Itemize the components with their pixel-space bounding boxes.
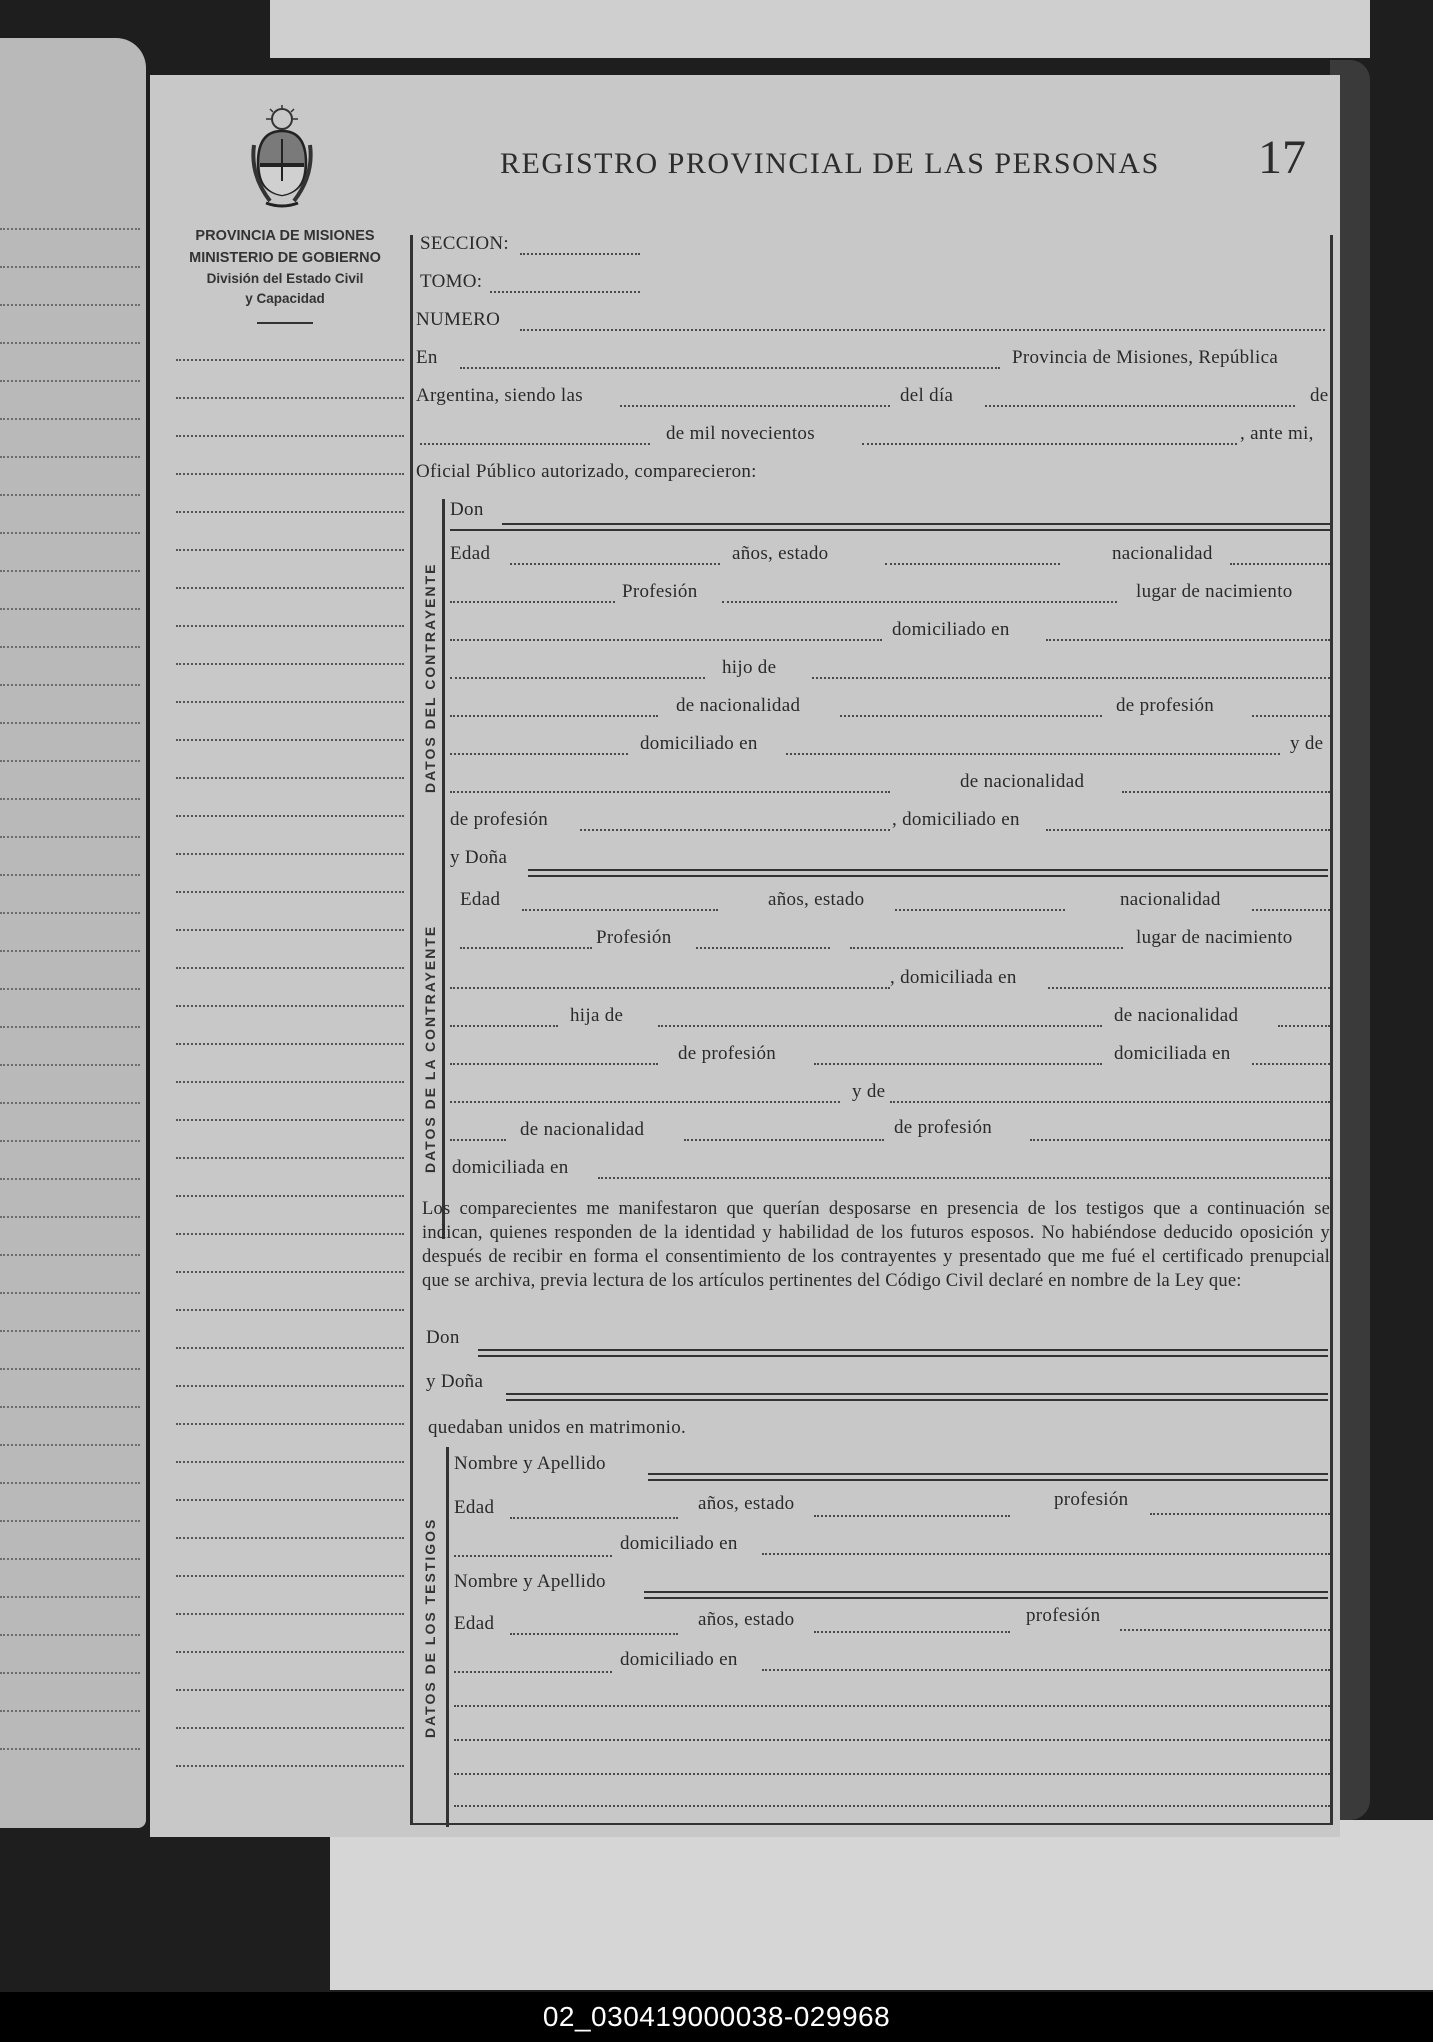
domiciliado2-label: domiciliado en — [640, 733, 758, 754]
padre-domicilio-field[interactable] — [786, 753, 1280, 755]
de-nacionalidad2-f-label: de nacionalidad — [520, 1119, 645, 1140]
testigo2-dom-label: domiciliado en — [620, 1649, 738, 1670]
extra-line-2[interactable] — [454, 1739, 1330, 1741]
domicilio-field[interactable] — [1046, 639, 1330, 641]
de-nacionalidad2-label: de nacionalidad — [960, 771, 1085, 792]
seccion-label: SECCION: — [420, 233, 509, 254]
testigo2-dom-field[interactable] — [762, 1669, 1330, 1671]
edad-label: Edad — [450, 543, 491, 564]
padre-nacionalidad-field[interactable] — [840, 715, 1102, 717]
de-nacionalidad-f-label: de nacionalidad — [1114, 1005, 1239, 1026]
padre-f-field[interactable] — [658, 1025, 1102, 1027]
profesion-f-field[interactable] — [696, 947, 830, 949]
image-caption: 02_030419000038-029968 — [0, 1992, 1433, 2042]
estado-f-field[interactable] — [895, 909, 1065, 911]
hijo-de-label: hijo de — [722, 657, 777, 678]
padre-field[interactable] — [812, 677, 1330, 679]
madre-f-field[interactable] — [890, 1101, 1330, 1103]
background-paper-top — [270, 0, 1370, 58]
madre-domicilio-field[interactable] — [1046, 829, 1330, 831]
page-number: 17 — [1258, 131, 1306, 184]
left-frame-rule — [410, 235, 413, 1825]
testigo1-prof-label: profesión — [1054, 1489, 1129, 1510]
de-nacionalidad-label: de nacionalidad — [676, 695, 801, 716]
domiciliado-label: domiciliado en — [892, 619, 1010, 640]
testigo2-prof-field[interactable] — [1120, 1629, 1330, 1631]
ante-label: , ante mi, — [1240, 423, 1314, 444]
lugar-nac-f-field[interactable] — [450, 987, 890, 989]
extra-line-1[interactable] — [454, 1705, 1330, 1707]
testigos-section-label: DATOS DE LOS TESTIGOS — [422, 1517, 438, 1738]
del-dia-label: del día — [900, 385, 954, 406]
anos-estado-label: años, estado — [732, 543, 829, 564]
nacionalidad-field[interactable] — [1230, 563, 1330, 565]
padre-f-domicilio-field[interactable] — [1252, 1063, 1330, 1065]
registry-title: REGISTRO PROVINCIAL DE LAS PERSONAS — [500, 147, 1160, 180]
registry-page — [150, 75, 1340, 1837]
y-dona-label: y Doña — [450, 847, 508, 868]
issuing-authority — [170, 225, 400, 331]
en-field[interactable] — [460, 367, 1000, 369]
testigo2-edad-label: Edad — [454, 1613, 495, 1634]
nacionalidad-label: nacionalidad — [1112, 543, 1213, 564]
domiciliada-label: , domiciliada en — [890, 967, 1017, 988]
contrayente-section-label: DATOS DEL CONTRAYENTE — [422, 562, 438, 793]
madre-f-profesion-field[interactable] — [1030, 1139, 1330, 1141]
edad-f-label: Edad — [460, 889, 501, 910]
madre-f-domicilio-field[interactable] — [598, 1177, 1330, 1179]
quedaban-label: quedaban unidos en matrimonio. — [428, 1417, 687, 1438]
dona-name-field[interactable] — [528, 869, 1328, 871]
authority-line-1: PROVINCIA DE MISIONES — [195, 228, 375, 244]
testigo2-nombre-field[interactable] — [644, 1591, 1328, 1593]
testigo1-nombre-field[interactable] — [648, 1473, 1328, 1475]
madre-nacionalidad-field[interactable] — [1122, 791, 1330, 793]
testigo1-edad-label: Edad — [454, 1497, 495, 1518]
nacionalidad-f-field[interactable] — [1252, 909, 1330, 911]
domicilio-f-field[interactable] — [1048, 987, 1330, 989]
testigo2-nombre-label: Nombre y Apellido — [454, 1571, 606, 1592]
estado-field[interactable] — [885, 563, 1060, 565]
testigo1-edad-field[interactable] — [510, 1517, 678, 1519]
profesion-f-label: Profesión — [596, 927, 672, 948]
background-paper-bottom — [330, 1820, 1433, 1990]
tomo-field[interactable] — [490, 291, 640, 293]
lugar-nac-label: lugar de nacimiento — [1136, 581, 1293, 602]
authority-line-4: y Capacidad — [245, 291, 325, 306]
seccion-field[interactable] — [520, 253, 640, 255]
decl-dona-field[interactable] — [506, 1393, 1328, 1395]
don-label: Don — [450, 499, 484, 520]
de-profesion-f-label: de profesión — [678, 1043, 777, 1064]
testigo1-prof-field[interactable] — [1150, 1513, 1330, 1515]
nacionalidad-f-label: nacionalidad — [1120, 889, 1221, 910]
hora-field[interactable] — [620, 405, 890, 407]
argentina-label: Argentina, siendo las — [416, 385, 583, 406]
padre-f-nacionalidad-field[interactable] — [1278, 1025, 1330, 1027]
extra-line-4[interactable] — [454, 1805, 1330, 1807]
decl-don-label: Don — [426, 1327, 460, 1348]
declaration-text: Los comparecientes me manifestaron que querían desposarse en presencia de los testigos que a continuación se indican, quienes responden de la identidad y habilidad de los futuros esposos. No habiéndose deducido oposición y después de recibir en forma el consentimiento de los contrayentes y presentado que me fué el certificado prenupcial que se archiva, previa lectura de los artículos pertinentes del Código Civil declaré en nombre de la Ley que: — [422, 1199, 1330, 1291]
domiciliada3-label: domiciliada en — [452, 1157, 569, 1178]
domiciliado3-label: , domiciliado en — [892, 809, 1020, 830]
testigo2-edad-field[interactable] — [510, 1633, 678, 1635]
de-label: de — [1310, 385, 1329, 406]
extra-line-3[interactable] — [454, 1773, 1330, 1775]
dia-field[interactable] — [985, 405, 1295, 407]
testigo2-estado-field[interactable] — [814, 1631, 1010, 1633]
authority-line-3: División del Estado Civil — [206, 271, 364, 286]
testigo1-estado-field[interactable] — [814, 1515, 1010, 1517]
domiciliada2-label: domiciliada en — [1114, 1043, 1231, 1064]
profesion-label: Profesión — [622, 581, 698, 602]
tomo-label: TOMO: — [420, 271, 483, 292]
madre-profesion-field[interactable] — [580, 829, 890, 831]
testigo1-dom-label: domiciliado en — [620, 1533, 738, 1554]
profesion-field[interactable] — [722, 601, 1117, 603]
authority-line-2: MINISTERIO DE GOBIERNO — [189, 250, 381, 266]
numero-field[interactable] — [520, 329, 1325, 331]
padre-profesion-field[interactable] — [1252, 715, 1330, 717]
mil-label: de mil novecientos — [666, 423, 815, 444]
lugar-nac-f-label: lugar de nacimiento — [1136, 927, 1293, 948]
testigo2-prof-label: profesión — [1026, 1605, 1101, 1626]
hija-de-label: hija de — [570, 1005, 624, 1026]
numero-label: NUMERO — [416, 309, 501, 330]
lugar-nac-field[interactable] — [450, 639, 882, 641]
testigo1-anos-label: años, estado — [698, 1493, 795, 1514]
provincia-label: Provincia de Misiones, República — [1012, 347, 1279, 368]
coat-of-arms-icon — [250, 105, 314, 210]
en-label: En — [416, 347, 438, 368]
padre-f-profesion-field[interactable] — [814, 1063, 1102, 1065]
madre-f-nacionalidad-field[interactable] — [684, 1139, 884, 1141]
y-de-f-label: y de — [852, 1081, 886, 1102]
de-profesion2-label: de profesión — [450, 809, 549, 830]
right-frame-rule — [1330, 235, 1333, 1825]
contrayenta-section-label: DATOS DE LA CONTRAYENTE — [422, 924, 438, 1173]
decl-don-field[interactable] — [478, 1349, 1328, 1351]
decl-dona-label: y Doña — [426, 1371, 484, 1392]
testigo1-nombre-label: Nombre y Apellido — [454, 1453, 606, 1474]
don-name-field[interactable] — [502, 523, 1330, 525]
madre-field[interactable] — [450, 791, 890, 793]
de-profesion-label: de profesión — [1116, 695, 1215, 716]
de-profesion2-f-label: de profesión — [894, 1117, 993, 1138]
left-page — [0, 38, 146, 1828]
anos-estado-f-label: años, estado — [768, 889, 865, 910]
ano-field[interactable] — [862, 443, 1237, 445]
oficial-label: Oficial Público autorizado, comparecieron: — [416, 461, 757, 482]
edad-f-field[interactable] — [522, 909, 718, 911]
y-de-label: y de — [1290, 733, 1324, 754]
mes-field[interactable] — [420, 443, 650, 445]
testigo2-anos-label: años, estado — [698, 1609, 795, 1630]
edad-field[interactable] — [510, 563, 720, 565]
testigo1-dom-field[interactable] — [762, 1553, 1330, 1555]
